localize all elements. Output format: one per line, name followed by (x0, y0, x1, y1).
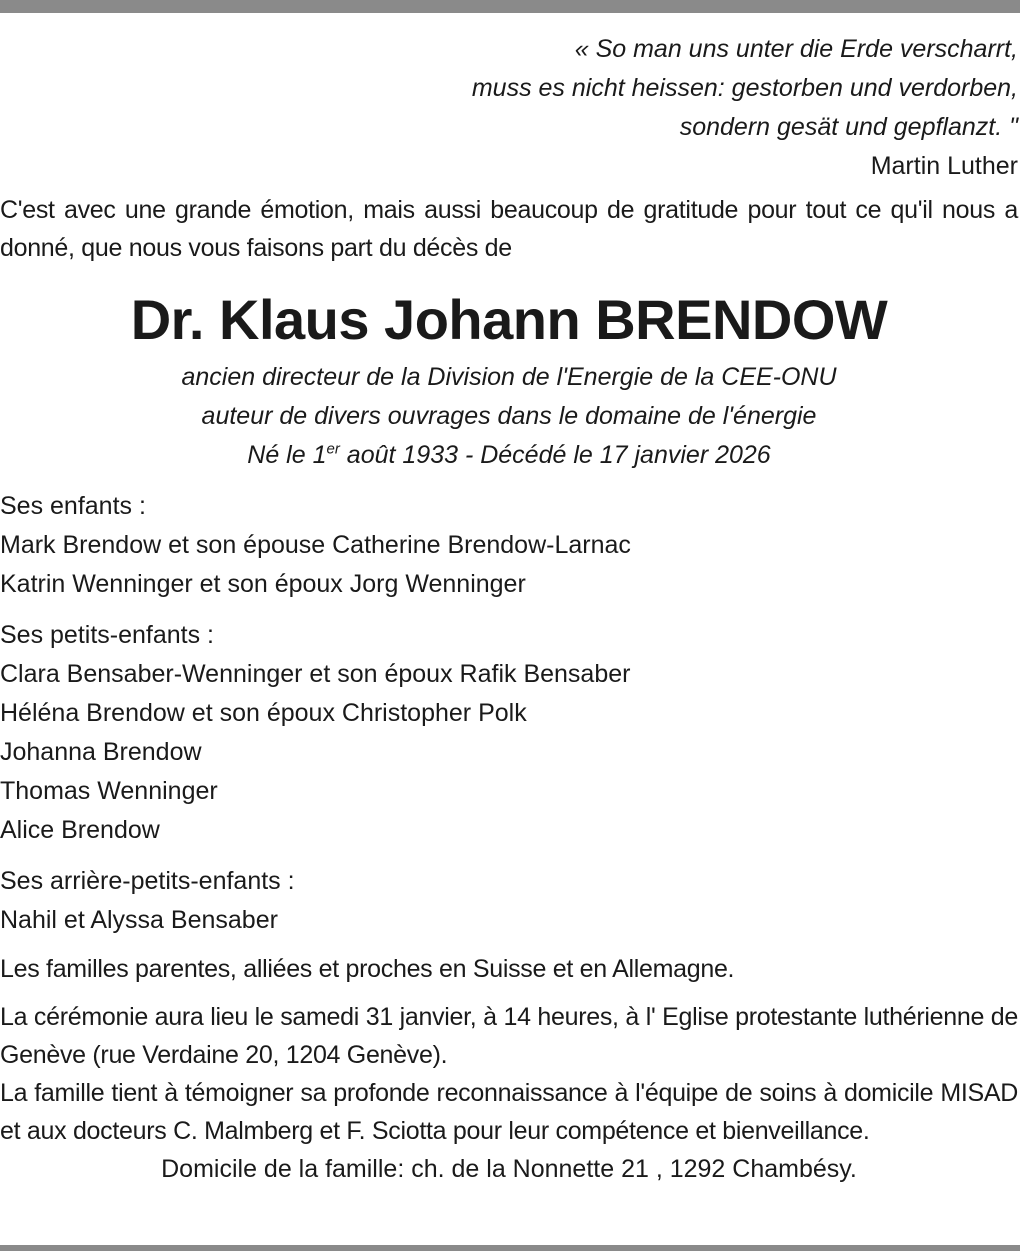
deceased-name: Dr. Klaus Johann BRENDOW (130, 288, 888, 351)
role-line: ancien directeur de la Division de l'Energie de la CEE-ONU (181, 363, 837, 391)
deceased-details (0, 358, 1018, 475)
section-heading: Ses petits-enfants : (0, 621, 215, 649)
thanks-text: La famille tient à témoigner sa profonde reconnaissance à l'équipe de soins à domicile MISAD et aux docteurs C. Malmberg et F. Sciotta pour leur compétence et bienveillance. (0, 1079, 1018, 1145)
quote-line: « So man uns unter die Erde verscharrt, (574, 35, 1018, 63)
family-member: Thomas Wenninger (0, 777, 218, 805)
family-member: Mark Brendow et son épouse Catherine Brendow-Larnac (0, 531, 631, 559)
obituary-notice (0, 30, 1018, 1189)
bottom-border (0, 1245, 1020, 1251)
great-grandchildren-section (0, 862, 1018, 940)
ceremony-text: La cérémonie aura lieu le samedi 31 janvier, à 14 heures, à l' Eglise protestante luthérienne de Genève (rue Verdaine 20, 1204 Genève). (0, 1003, 1018, 1069)
quote-author: Martin Luther (870, 152, 1018, 180)
intro-text: C'est avec une grande émotion, mais aussi beaucoup de gratitude pour tout ce qu'il nous a donné, que nous vous faisons part du décès de (0, 196, 1018, 262)
family-address: Domicile de la famille: ch. de la Nonnette 21 , 1292 Chambésy. (161, 1155, 857, 1183)
family-member: Katrin Wenninger et son époux Jorg Wenninger (0, 570, 526, 598)
role-line: auteur de divers ouvrages dans le domaine de l'énergie (201, 402, 817, 430)
family-member: Héléna Brendow et son époux Christopher Polk (0, 699, 527, 727)
quote-line: sondern gesät und gepflanzt. " (679, 113, 1018, 141)
born-prefix: Né le 1 (247, 441, 327, 469)
family-member: Clara Bensaber-Wenninger et son époux Rafik Bensaber (0, 660, 631, 688)
grandchildren-section (0, 616, 1018, 850)
section-heading: Ses arrière-petits-enfants : (0, 867, 295, 895)
family-member: Nahil et Alyssa Bensaber (0, 906, 278, 934)
birth-death-dates (0, 436, 1018, 475)
quote-line: muss es nicht heissen: gestorben und verdorben, (471, 74, 1018, 102)
born-rest: août 1933 - Décédé le 17 janvier 2026 (339, 441, 771, 469)
family-member: Alice Brendow (0, 816, 160, 844)
family-member: Johanna Brendow (0, 738, 202, 766)
section-heading: Ses enfants : (0, 492, 146, 520)
born-superscript: er (326, 440, 340, 458)
top-border (0, 0, 1020, 13)
extended-family-text: Les familles parentes, alliées et proches en Suisse et en Allemagne. (0, 955, 735, 983)
children-section (0, 487, 1018, 604)
epigraph-quote (0, 30, 1018, 147)
